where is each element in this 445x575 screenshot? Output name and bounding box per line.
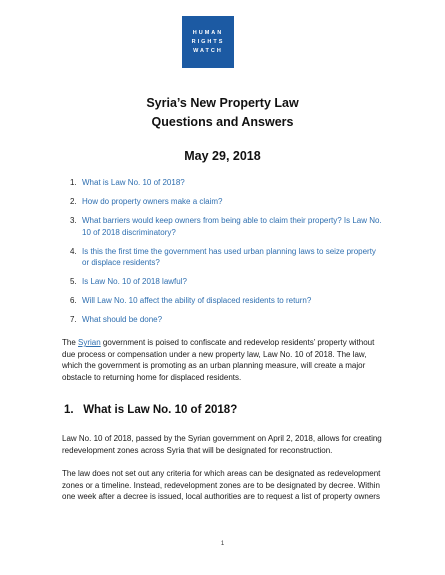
table-of-contents: [70, 177, 382, 333]
toc-number: 6.: [70, 296, 77, 305]
logo-line: RIGHTS: [191, 38, 225, 45]
page-number: 1: [220, 541, 225, 547]
toc-number: 1.: [70, 178, 77, 187]
toc-item: [70, 215, 382, 238]
section-title: What is Law No. 10 of 2018?: [83, 404, 238, 416]
document-title: Syria’s New Property Law: [146, 96, 299, 110]
logo-line: WATCH: [193, 47, 223, 54]
toc-item: [70, 314, 382, 326]
intro-text-after: government is poised to confiscate and redevelop residents’ property without due process or compensation under a new property law, Law No. 10 of 2018. The law, which the government is promoting as an urban planning measure, will create a major obstacle to returning home for displaced residents.: [62, 338, 375, 382]
intro-text-before: The: [62, 338, 79, 347]
toc-link[interactable]: What barriers would keep owners from being able to claim their property? Is Law No. 10 of 2018 discriminatory?: [82, 216, 382, 237]
intro-paragraph: [62, 337, 384, 383]
toc-item: [70, 196, 382, 208]
toc-link[interactable]: What should be done?: [82, 315, 163, 324]
section-heading: [64, 404, 237, 416]
toc-link[interactable]: Will Law No. 10 affect the ability of displaced residents to return?: [82, 296, 312, 305]
toc-number: 7.: [70, 315, 77, 324]
toc-link[interactable]: How do property owners make a claim?: [82, 197, 223, 206]
toc-item: [70, 295, 382, 307]
toc-number: 4.: [70, 246, 77, 256]
toc-link[interactable]: What is Law No. 10 of 2018?: [82, 178, 185, 187]
toc-link[interactable]: Is Law No. 10 of 2018 lawful?: [82, 277, 187, 286]
syrian-link[interactable]: Syrian: [78, 338, 101, 347]
document-date: May 29, 2018: [184, 149, 261, 163]
toc-item: [70, 276, 382, 288]
section-number: 1.: [64, 404, 74, 416]
body-paragraph: The law does not set out any criteria for which areas can be designated as redevelopment zones or a timeline. Instead, redevelopment zones are to be designated by decree. Within one week after a decree is issued, local authorities are to request a list of property owners: [62, 469, 381, 501]
body-paragraph: Law No. 10 of 2018, passed by the Syrian government on April 2, 2018, allows for creating redevelopment zones across Syria that will be designated for reconstruction.: [62, 434, 382, 455]
toc-number: 5.: [70, 277, 77, 286]
toc-item: [70, 246, 382, 269]
toc-number: 3.: [70, 216, 77, 225]
logo-line: HUMAN: [192, 29, 224, 36]
document-subtitle: Questions and Answers: [151, 115, 294, 129]
toc-number: 2.: [70, 197, 77, 206]
toc-item: [70, 177, 382, 189]
toc-link[interactable]: Is this the first time the government has used urban planning laws to seize property or displace residents?: [82, 246, 376, 267]
hrw-logo: [182, 16, 234, 68]
